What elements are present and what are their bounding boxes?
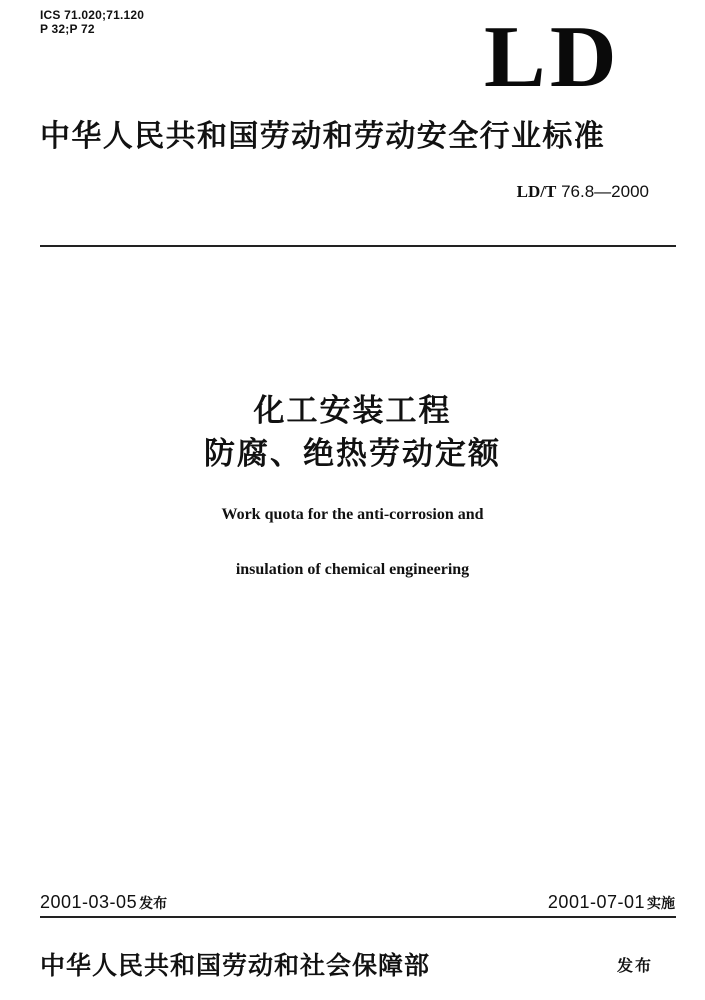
header-divider (40, 245, 676, 247)
standard-logo: LD (484, 9, 621, 106)
publisher-action: 发布 (617, 956, 654, 975)
issue-date (40, 891, 167, 915)
ccs-code: P 32;P 72 (40, 22, 95, 36)
chinese-title-line-2: 防腐、绝热劳动定额 (204, 436, 501, 472)
standard-number (517, 182, 649, 202)
ics-classification (40, 8, 144, 36)
implementation-date-label: 实施 (647, 896, 675, 912)
issue-date-label: 发布 (139, 896, 168, 912)
implementation-date-value: 2001-07-01 (547, 892, 645, 912)
english-title-line-1: Work quota for the anti-corrosion and (221, 506, 484, 523)
standard-number-prefix: LD/T (516, 182, 557, 201)
publisher-name: 中华人民共和国劳动和社会保障部 (40, 951, 431, 980)
standard-number-value: 76.8—2000 (561, 182, 649, 201)
authority-title: 中华人民共和国劳动和劳动安全行业标准 (40, 119, 606, 154)
chinese-title (0, 390, 705, 476)
footer-divider (40, 916, 676, 918)
implementation-date (548, 891, 675, 915)
ics-code: ICS 71.020;71.120 (40, 8, 145, 22)
issue-date-value: 2001-03-05 (40, 892, 138, 912)
english-title-line-2: insulation of chemical engineering (235, 561, 470, 578)
chinese-title-line-1: 化工安装工程 (253, 393, 452, 429)
